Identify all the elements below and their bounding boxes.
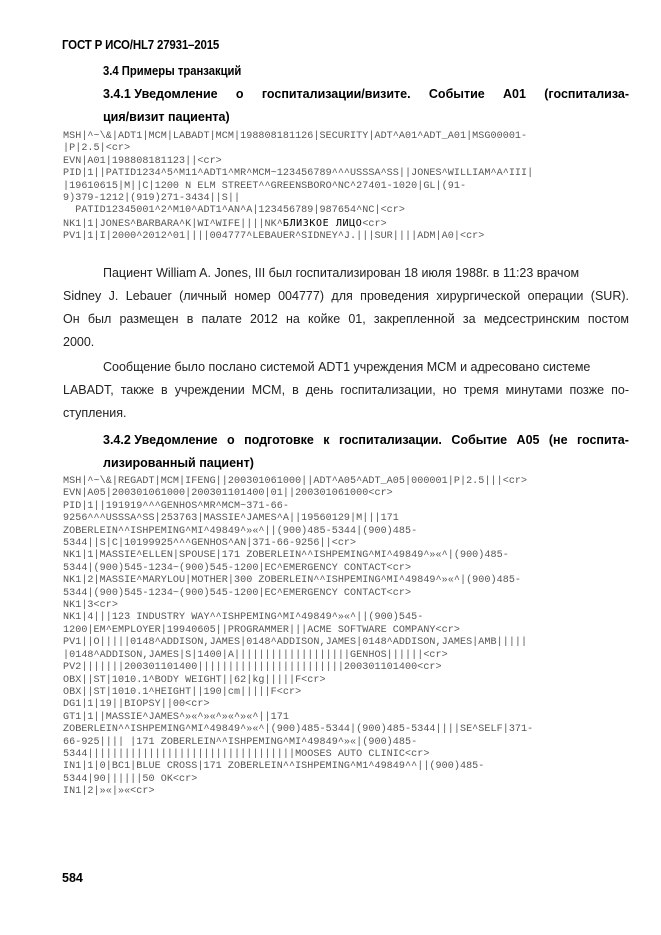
code-line: MSH|^~\&|REGADT|MCM|IFENG||200301061000||ADT^A05^ADT_A05|000001|P|2.5|||<cr> [63,476,528,487]
title-word: о [235,87,244,101]
code-segment: <cr> [362,218,387,230]
title-word: Событие [428,87,485,101]
code-line: 5344|(900)545-1234~(900)545-1200|EC^EMERGENCY CONTACT<cr> [63,587,412,599]
code-line: EVN|A01|198808181123||<cr> [63,155,222,167]
code-line: 5344||S|C|10199925^^^GENHOS^AN|371-66-9256||<cr> [63,538,357,550]
indent [63,356,103,379]
paragraph-patient-admission [63,262,629,354]
title-word: госпитализации/визите. [261,87,411,101]
code-line: 66-925|||| |171 ZOBERLEIN^^ISHPEMING^MI^49849^»«|(900)485- [63,736,418,748]
section-3-4-2-title-line1 [103,429,629,452]
title-word: госпита- [576,433,629,447]
hl7-message-a05 [63,476,533,799]
para-line: 2000. [63,335,95,349]
title-word: А01 [503,87,526,101]
indent [63,262,103,285]
code-line: |0148^ADDISON,JAMES|S|1400|A|||||||||||||||||||GENHOS||||||<cr> [63,649,448,661]
code-line: NK1|2|MASSIE^MARYLOU|MOTHER|300 ZOBERLEIN^^ISHPEMING^MI^49849^»«^|(900)485- [63,575,522,587]
code-line: MSH|^~\&|ADT1|MCM|LABADT|MCM|198808181126|SECURITY|ADT^A01^ADT_A01|MSG00001- [63,131,528,142]
para-line [63,262,629,285]
para-line: Sidney J. Lebauer (личный номер 004777) для проведения хирургической операции (SUR). [63,289,629,303]
code-segment-cyrillic: БЛИЗКОЕ ЛИЦО [282,217,363,229]
code-line: PV2|||||||200301101400||||||||||||||||||||||||200301101400<cr> [63,662,442,674]
code-line: 5344|90||||||50 OK<cr> [63,773,198,785]
title-word: 3.4.2 Уведомление [103,433,218,447]
hl7-message-a01 [63,131,533,244]
para-line: LABADT, также в учреждении MCM, в день госпитализации, но тремя минутами позже по- [63,383,629,397]
code-line: IN1|1|0|BC1|BLUE CROSS|171 ZOBERLEIN^^ISHPEMING^M1^49849^^||(900)485- [63,761,485,773]
code-line: NK1|4|||123 INDUSTRY WAY^^ISHPEMING^MI^49849^»«^||(900)545- [63,612,424,624]
para-line-text: Сообщение было послано системой ADT1 учреждения MCM и адресовано системе [103,360,591,374]
section-3-4-1-title-line2: ция/визит пациента) [103,110,230,124]
code-line: |19610615|M||C|1200 N ELM STREET^^GREENSBORO^NC^27401-1020|GL|(91- [63,180,467,192]
title-word: (не [548,433,568,447]
section-3-4-1-title-line1 [103,83,629,106]
code-segment: NK1|1|JONES^BARBARA^K|WI^WIFE||||NK^ [63,218,283,230]
code-line: OBX||ST|1010.1^HEIGHT||190|cm|||||F<cr> [63,686,302,698]
code-line: PID|1||191919^^^GENHOS^MR^MCM~371-66- [63,500,289,512]
title-word: к [323,433,330,447]
code-line: PATID12345001^2^M10^ADT1^AN^A|123456789|987654^NC|<cr> [63,205,406,217]
code-line: ZOBERLEIN^^ISHPEMING^MI^49849^»«^|(900)485-5344|(900)485-5344||||SE^SELF|371- [63,724,534,736]
section-3-4-2-title [103,429,629,475]
title-word: А05 [516,433,540,447]
code-line: NK1|3<cr> [63,600,118,612]
code-line-nk1 [63,218,533,231]
code-line: 5344||||||||||||||||||||||||||||||||||MOOSES AUTO CLINIC<cr> [63,748,430,760]
code-line: 9)379-1212|(919)271-3434||S|| [63,193,241,205]
title-word: о [227,433,235,447]
section-3-4-2-title-line2: лизированный пациент) [103,456,254,470]
title-word: Событие [451,433,508,447]
code-line: DG1|1|19||BIOPSY||00<cr> [63,699,210,711]
title-word: госпитализации. [338,433,442,447]
paragraph-message-routing [63,356,629,425]
code-line: GT1|1||MASSIE^JAMES^»«^»«^»«^»«^||171 [63,711,289,723]
para-line: Он был размещен в палате 2012 на койке 01, закрепленной за медсестринским постом [63,312,629,326]
section-3-4-1-title [103,83,629,129]
code-line: 9256^^^USSSA^SS|253763|MASSIE^JAMES^A||19560129|M|||171 [63,513,399,525]
code-line: IN1|2|»«|»«<cr> [63,786,155,798]
code-line: ZOBERLEIN^^ISHPEMING^MI^49849^»«^||(900)485-5344|(900)485- [63,525,418,537]
code-line: 5344|(900)545-1234~(900)545-1200|EC^EMERGENCY CONTACT<cr> [63,562,412,574]
code-line: 1200|EM^EMPLOYER|19940605||PROGRAMMER|||ACME SOFTWARE COMPANY<cr> [63,624,460,636]
code-line: |P|2.5|<cr> [63,143,131,155]
page-number: 584 [62,871,83,885]
code-line: PV1|1|I|2000^2012^01||||004777^LEBAUER^SIDNEY^J.|||SUR||||ADM|A0|<cr> [63,231,485,243]
code-line: EVN|A05|200301061000|200301101400|01||200301061000<cr> [63,488,393,500]
title-word: подготовке [244,433,314,447]
para-line [63,356,629,379]
code-line: OBX||ST|1010.1^BODY WEIGHT||62|kg|||||F<cr> [63,674,326,686]
title-word: 3.4.1 Уведомление [103,87,218,101]
para-line-text: Пациент William A. Jones, III был госпитализирован 18 июля 1988г. в 11:23 врачом [103,266,580,280]
section-3-4-title: 3.4 Примеры транзакций [103,64,242,78]
title-word: (госпитализа- [544,87,629,101]
standard-header: ГОСТ Р ИСО/HL7 27931–2015 [62,38,220,52]
code-line: NK1|1|MASSIE^ELLEN|SPOUSE|171 ZOBERLEIN^^ISHPEMING^MI^49849^»«^|(900)485- [63,550,509,562]
code-line: PID|1||PATID1234^5^M11^ADT1^MR^MCM~123456789^^^USSSA^SS||JONES^WILLIAM^A^III| [63,168,534,180]
para-line: ступления. [63,406,127,420]
code-line: PV1||O|||||0148^ADDISON,JAMES|0148^ADDISON,JAMES|0148^ADDISON,JAMES|AMB||||| [63,637,528,649]
